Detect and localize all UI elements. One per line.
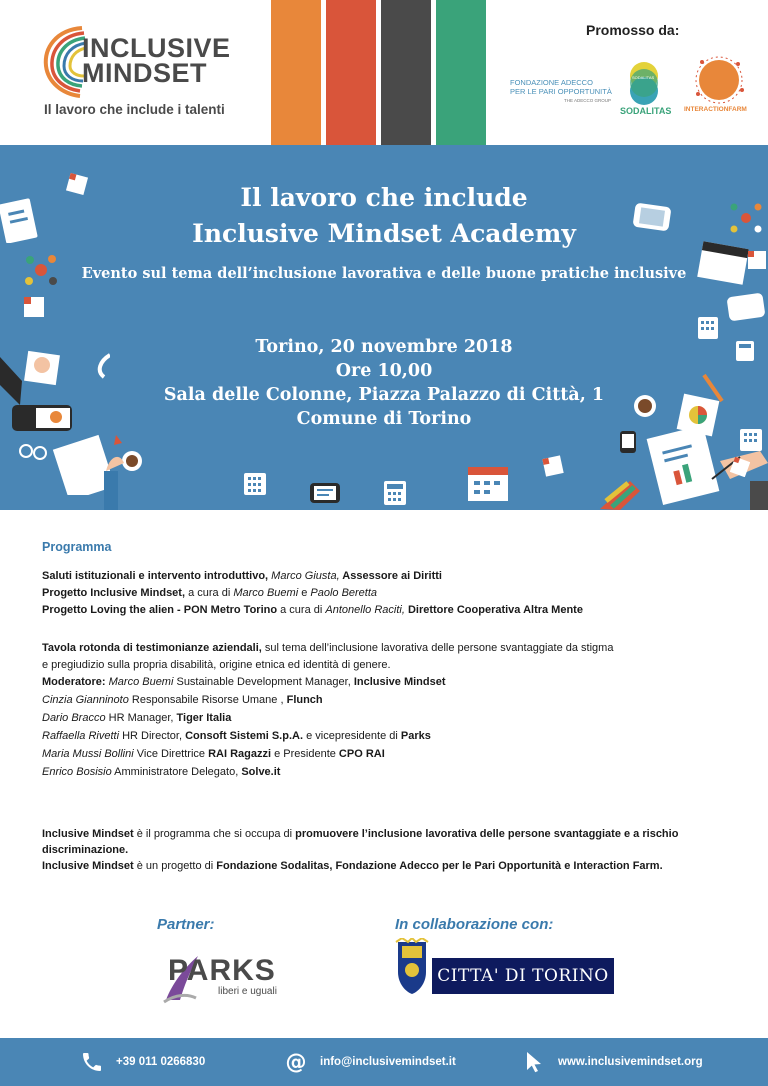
header [0,0,768,145]
about-paragraph-2: Inclusive Mindset è un progetto di Fondazione Sodalitas, Fondazione Adecco per le Pari Opportunità e Interaction Farm. [42,860,663,872]
program-line: Raffaella Rivetti HR Director, Consoft Sistemi S.p.A. e vicepresidente di Parks [42,730,431,742]
torino-coat-of-arms-icon [392,938,432,996]
footer-website[interactable] [522,1038,703,1086]
program-line: Cinzia Gianninoto Responsabile Risorse Umane , Flunch [42,694,323,706]
phone-number: +39 011 0266830 [116,1056,206,1068]
logo-line-1: INCLUSIVE [82,33,231,63]
interaction-farm-logo [684,56,754,120]
note-icon [730,457,750,477]
cursor-icon [522,1050,546,1074]
stripe-red [326,0,376,158]
logo-tagline: Il lavoro che include i talenti [44,102,225,117]
event-banner [0,145,768,510]
program-heading: Programma [42,540,112,554]
note-icon [22,295,46,319]
footer-phone[interactable] [80,1038,205,1086]
phone-icon [308,481,342,505]
sodalitas-label: SODALITAS [620,106,672,116]
logo-line-2: MINDSET [82,58,207,88]
svg-text:@: @ [285,1050,307,1074]
sodalitas-logo [620,60,672,120]
adecco-logo [510,78,625,105]
event-venue: Sala delle Colonne, Piazza Palazzo di Città, 1 [163,385,605,405]
torino-name-box [432,958,614,994]
event-title-2: Inclusive Mindset Academy [192,219,576,248]
calculator-icon [242,471,268,497]
email-address: info@inclusivemindset.it [320,1056,456,1068]
interaction-farm-icon [684,56,754,106]
parks-name: PARKS [168,954,276,987]
interaction-farm-label: INTERACTIONFARM [684,106,747,113]
about-paragraph-1: Inclusive Mindset è il programma che si occupa di promuovere l’inclusione lavorativa delle persone svantaggiate e a rischio discriminazione. [42,828,679,856]
website-url: www.inclusivemindset.org [558,1056,703,1068]
program-line: e pregiudizio sulla propria disabilità, origine etnica ed identità di genere. [42,659,391,671]
collaboration-heading: In collaborazione con: [395,916,554,933]
torino-name: CITTA' DI TORINO [437,966,609,986]
phone-icon [80,1050,104,1074]
footer-email[interactable] [284,1038,456,1086]
program-line: Maria Mussi Bollini Vice Direttrice RAI Ragazzi e Presidente CPO RAI [42,748,385,760]
at-sign-icon [284,1050,308,1074]
stripe-green [436,0,486,158]
stripe-orange [271,0,321,158]
color-stripes [271,0,485,158]
parks-logo [162,940,302,1006]
parks-tagline: liberi e uguali [218,986,277,997]
footer [0,1038,768,1086]
calculator-icon [382,479,408,507]
program-line: Progetto Loving the alien - PON Metro Torino a cura di Antonello Raciti, Direttore Cooperativa Altra Mente [42,604,583,616]
partner-heading: Partner: [157,916,215,933]
sodalitas-badge: SODALITAS [632,75,655,80]
program-line: Enrico Bosisio Amministratore Delegato, Solve.it [42,766,281,778]
stripe-dark [381,0,431,158]
adecco-line-1: FONDAZIONE ADECCO [510,78,593,87]
adecco-sub: THE ADECCO GROUP [563,98,611,103]
promoted-by-label: Promosso da: [586,22,680,38]
program-line: Progetto Inclusive Mindset, a cura di Marco Buemi e Paolo Beretta [42,587,378,599]
phone-icon [726,293,766,323]
hand-coffee-icon [100,431,160,510]
sodalitas-icon [622,60,666,106]
event-title: Il lavoro che include [240,183,528,212]
program-line: Saluti istituzionali e intervento introduttivo, Marco Giusta, Assessore ai Diritti [42,570,442,582]
program-line: Dario Bracco HR Manager, Tiger Italia [42,712,232,724]
adecco-line-2: PER LE PARI OPPORTUNITÀ [510,87,612,96]
program-line: Tavola rotonda di testimonianze aziendali, sul tema dell’inclusione lavorativa delle persone svantaggiate da stigma [42,642,614,654]
event-date: Torino, 20 novembre 2018 [255,337,513,357]
note-icon [542,455,564,477]
inclusive-mindset-logo [42,22,262,122]
event-city: Comune di Torino [296,409,472,429]
citta-di-torino-logo [392,938,614,996]
program-line: Moderatore: Marco Buemi Sustainable Development Manager, Inclusive Mindset [42,676,446,688]
event-time: Ore 10,00 [335,361,433,381]
calendar-icon [466,463,510,503]
event-subtitle: Evento sul tema dell’inclusione lavorativa e delle buone pratiche inclusive [81,265,687,282]
